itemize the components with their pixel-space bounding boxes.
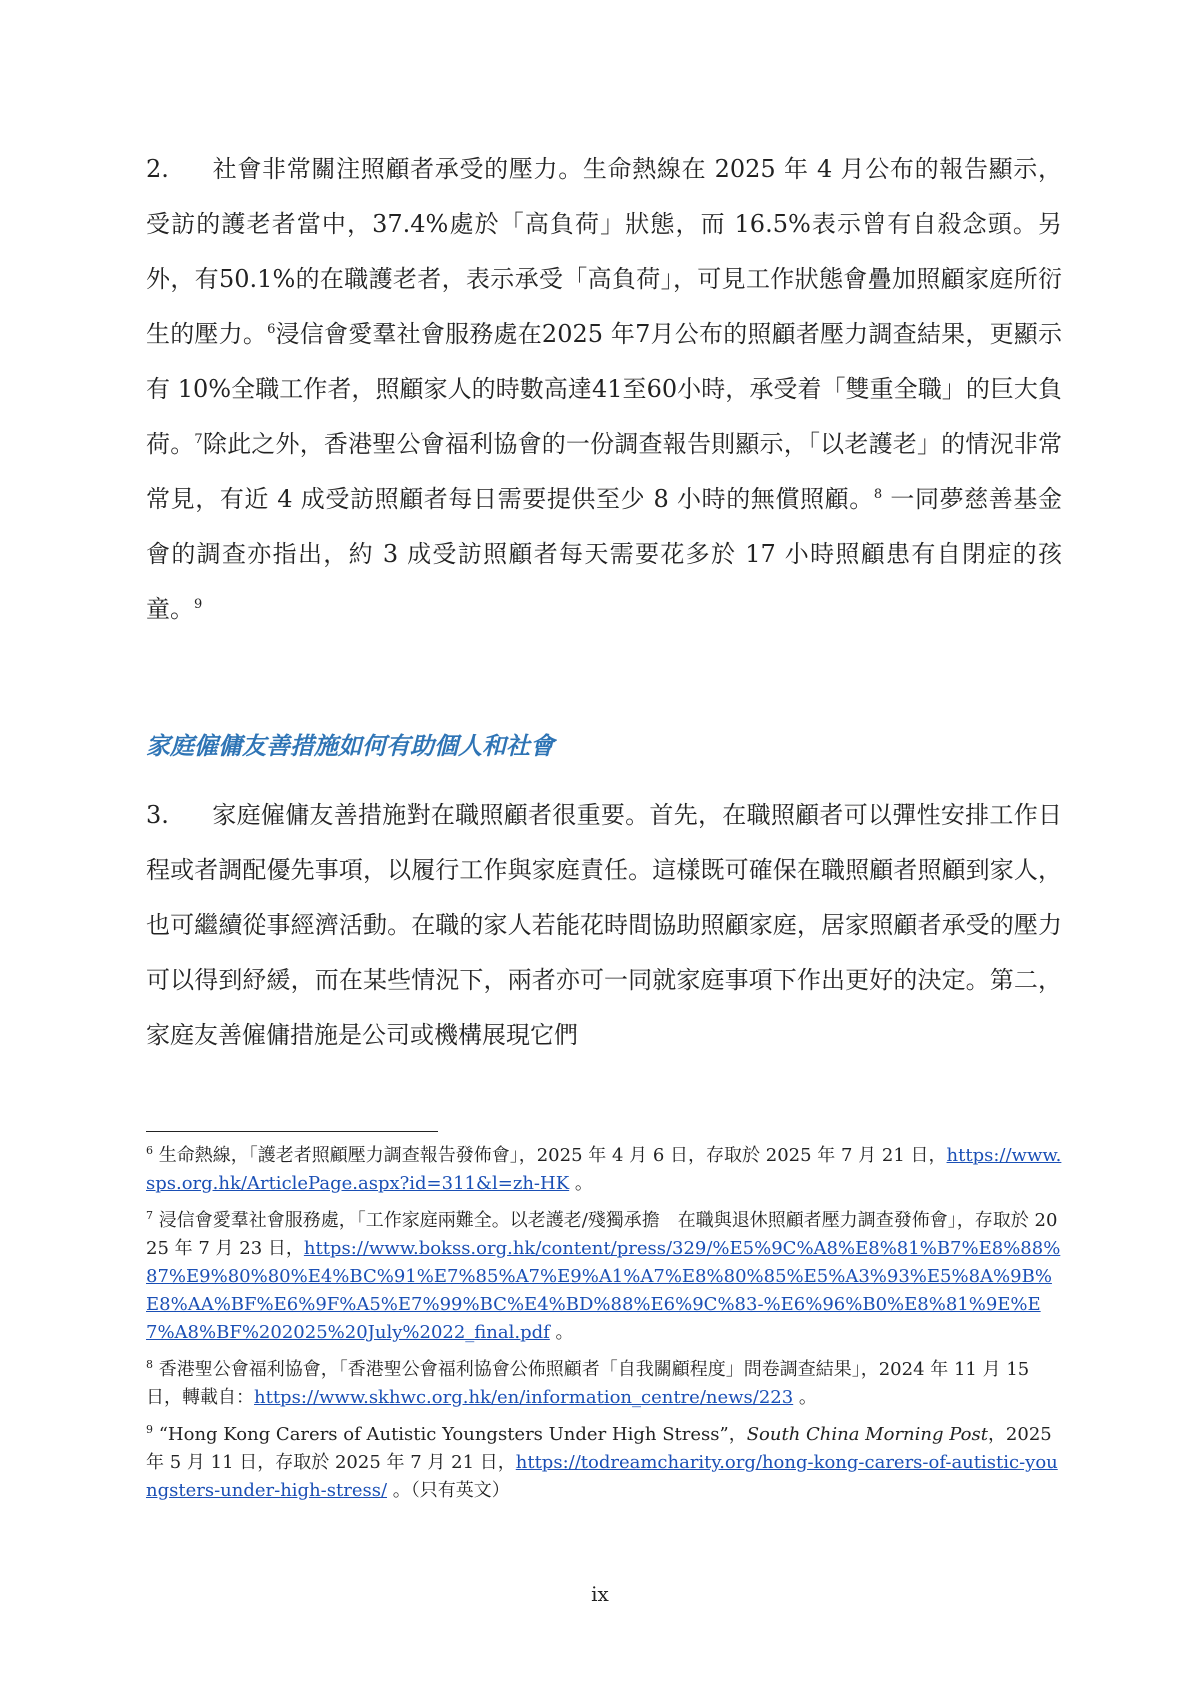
footnote-text: 香港聖公會福利協會，「香港聖公會福利協會公佈照顧者「自我關顧程度」問卷調查結果」，2024 年 11 月 15 日，轉載自：	[146, 1359, 1030, 1408]
footnote-end: 。	[569, 1173, 593, 1194]
paragraph-2	[146, 142, 1062, 637]
footnote-mark: 7	[146, 1209, 153, 1222]
paragraph-text: 家庭僱傭友善措施對在職照顧者很重要。首先，在職照顧者可以彈性安排工作日程或者調配優先事項，以履行工作與家庭責任。這樣既可確保在職照顧者照顧到家人，也可繼續從事經濟活動。在職的家人若能花時間協助照顧家庭，居家照顧者承受的壓力可以得到紓緩，而在某些情況下，兩者亦可一同就家庭事項下作出更好的決定。第二，家庭友善僱傭措施是公司或機構展現它們	[146, 801, 1062, 1049]
footnote-ref-8[interactable]: 8	[873, 487, 883, 502]
paragraph-text: 一同夢慈善基金會的調查亦指出，約 3 成受訪照顧者每天需要花多於 17 小時照顧患有自閉症的孩童。	[146, 485, 1062, 623]
footnote-end: 。	[793, 1387, 817, 1408]
footnotes	[146, 1142, 1062, 1514]
paragraph-text: 浸信會愛羣社會服務處在2025 年7月公布的照顧者壓力調查結果，更顯示有 10%全職工作者，照顧家人的時數高達41至60小時，承受着「雙重全職」的巨大負荷。	[146, 320, 1062, 458]
footnote-source: South China Morning Post	[746, 1424, 988, 1445]
footnote-end: 。	[549, 1322, 574, 1343]
footnote-text: 生命熱線，「護老者照顧壓力調查報告發佈會」，2025 年 4 月 6 日，存取於 2025 年 7 月 21 日，	[153, 1145, 947, 1166]
footnote-ref-7[interactable]: 7	[194, 432, 203, 447]
footnote-ref-6[interactable]: 6	[267, 322, 276, 337]
footnote-end: 。（只有英文）	[387, 1480, 510, 1501]
section-heading: 家庭僱傭友善措施如何有助個人和社會	[146, 731, 554, 760]
footnote-divider	[146, 1131, 438, 1132]
footnote-text: 浸信會愛羣社會服務處，「工作家庭兩難全。以老護老/殘獨承擔 在職與退休照顧者壓力調查發佈會」，存取於 2025 年 7 月 23 日，	[146, 1210, 1058, 1259]
footnote-7	[146, 1207, 1062, 1347]
footnote-link[interactable]: https://www.sps.org.hk/ArticlePage.aspx?id=311&l=zh-HK	[146, 1145, 1062, 1194]
paragraph-text: 除此之外，香港聖公會福利協會的一份調查報告則顯示，「以老護老」的情況非常常見，有近 4 成受訪照顧者每日需要提供至少 8 小時的無償照顧。	[146, 430, 1062, 513]
footnote-9	[146, 1421, 1062, 1505]
footnote-text: ，2025 年 5 月 11 日，存取於 2025 年 7 月 21 日，	[146, 1424, 1052, 1473]
paragraph-number: 2.	[146, 155, 169, 183]
footnote-title: “Hong Kong Carers of Autistic Youngsters Under High Stress”，	[153, 1424, 747, 1445]
footnote-mark: 6	[146, 1144, 153, 1157]
footnote-mark: 8	[146, 1358, 153, 1371]
footnote-link[interactable]: https://todreamcharity.org/hong-kong-carers-of-autistic-youngsters-under-high-stress/	[146, 1452, 1058, 1501]
page-number: ix	[591, 1582, 609, 1606]
footnote-link[interactable]: https://www.skhwc.org.hk/en/information_centre/news/223	[254, 1387, 794, 1408]
paragraph-text: 社會非常關注照顧者承受的壓力。生命熱線在 2025 年 4 月公布的報告顯示，受訪的護老者當中，37.4%處於「高負荷」狀態，而 16.5%表示曾有自殺念頭。另外，有50.1%的在職護老者，表示承受「高負荷」，可見工作狀態會疊加照顧家庭所衍生的壓力。	[146, 155, 1062, 348]
paragraph-number: 3.	[146, 801, 169, 829]
footnote-6	[146, 1142, 1062, 1198]
footnote-8	[146, 1356, 1062, 1412]
footnote-mark: 9	[146, 1423, 153, 1436]
footnote-ref-9[interactable]: 9	[194, 597, 203, 612]
paragraph-3	[146, 788, 1062, 1063]
footnote-link[interactable]: https://www.bokss.org.hk/content/press/329/%E5%9C%A8%E8%81%B7%E8%88%87%E9%80%80%E4%BC%91%E7%85%A7%E9%A1%A7%E8%80%85%E5%A3%93%E5%8A%9B%E8%AA%BF%E6%9F%A5%E7%99%BC%E4%BD%88%E6%9C%83-%E6%96%B0%E8%81%9E%E7%A8%BF%202025%20July%2022_final.pdf	[146, 1238, 1061, 1343]
